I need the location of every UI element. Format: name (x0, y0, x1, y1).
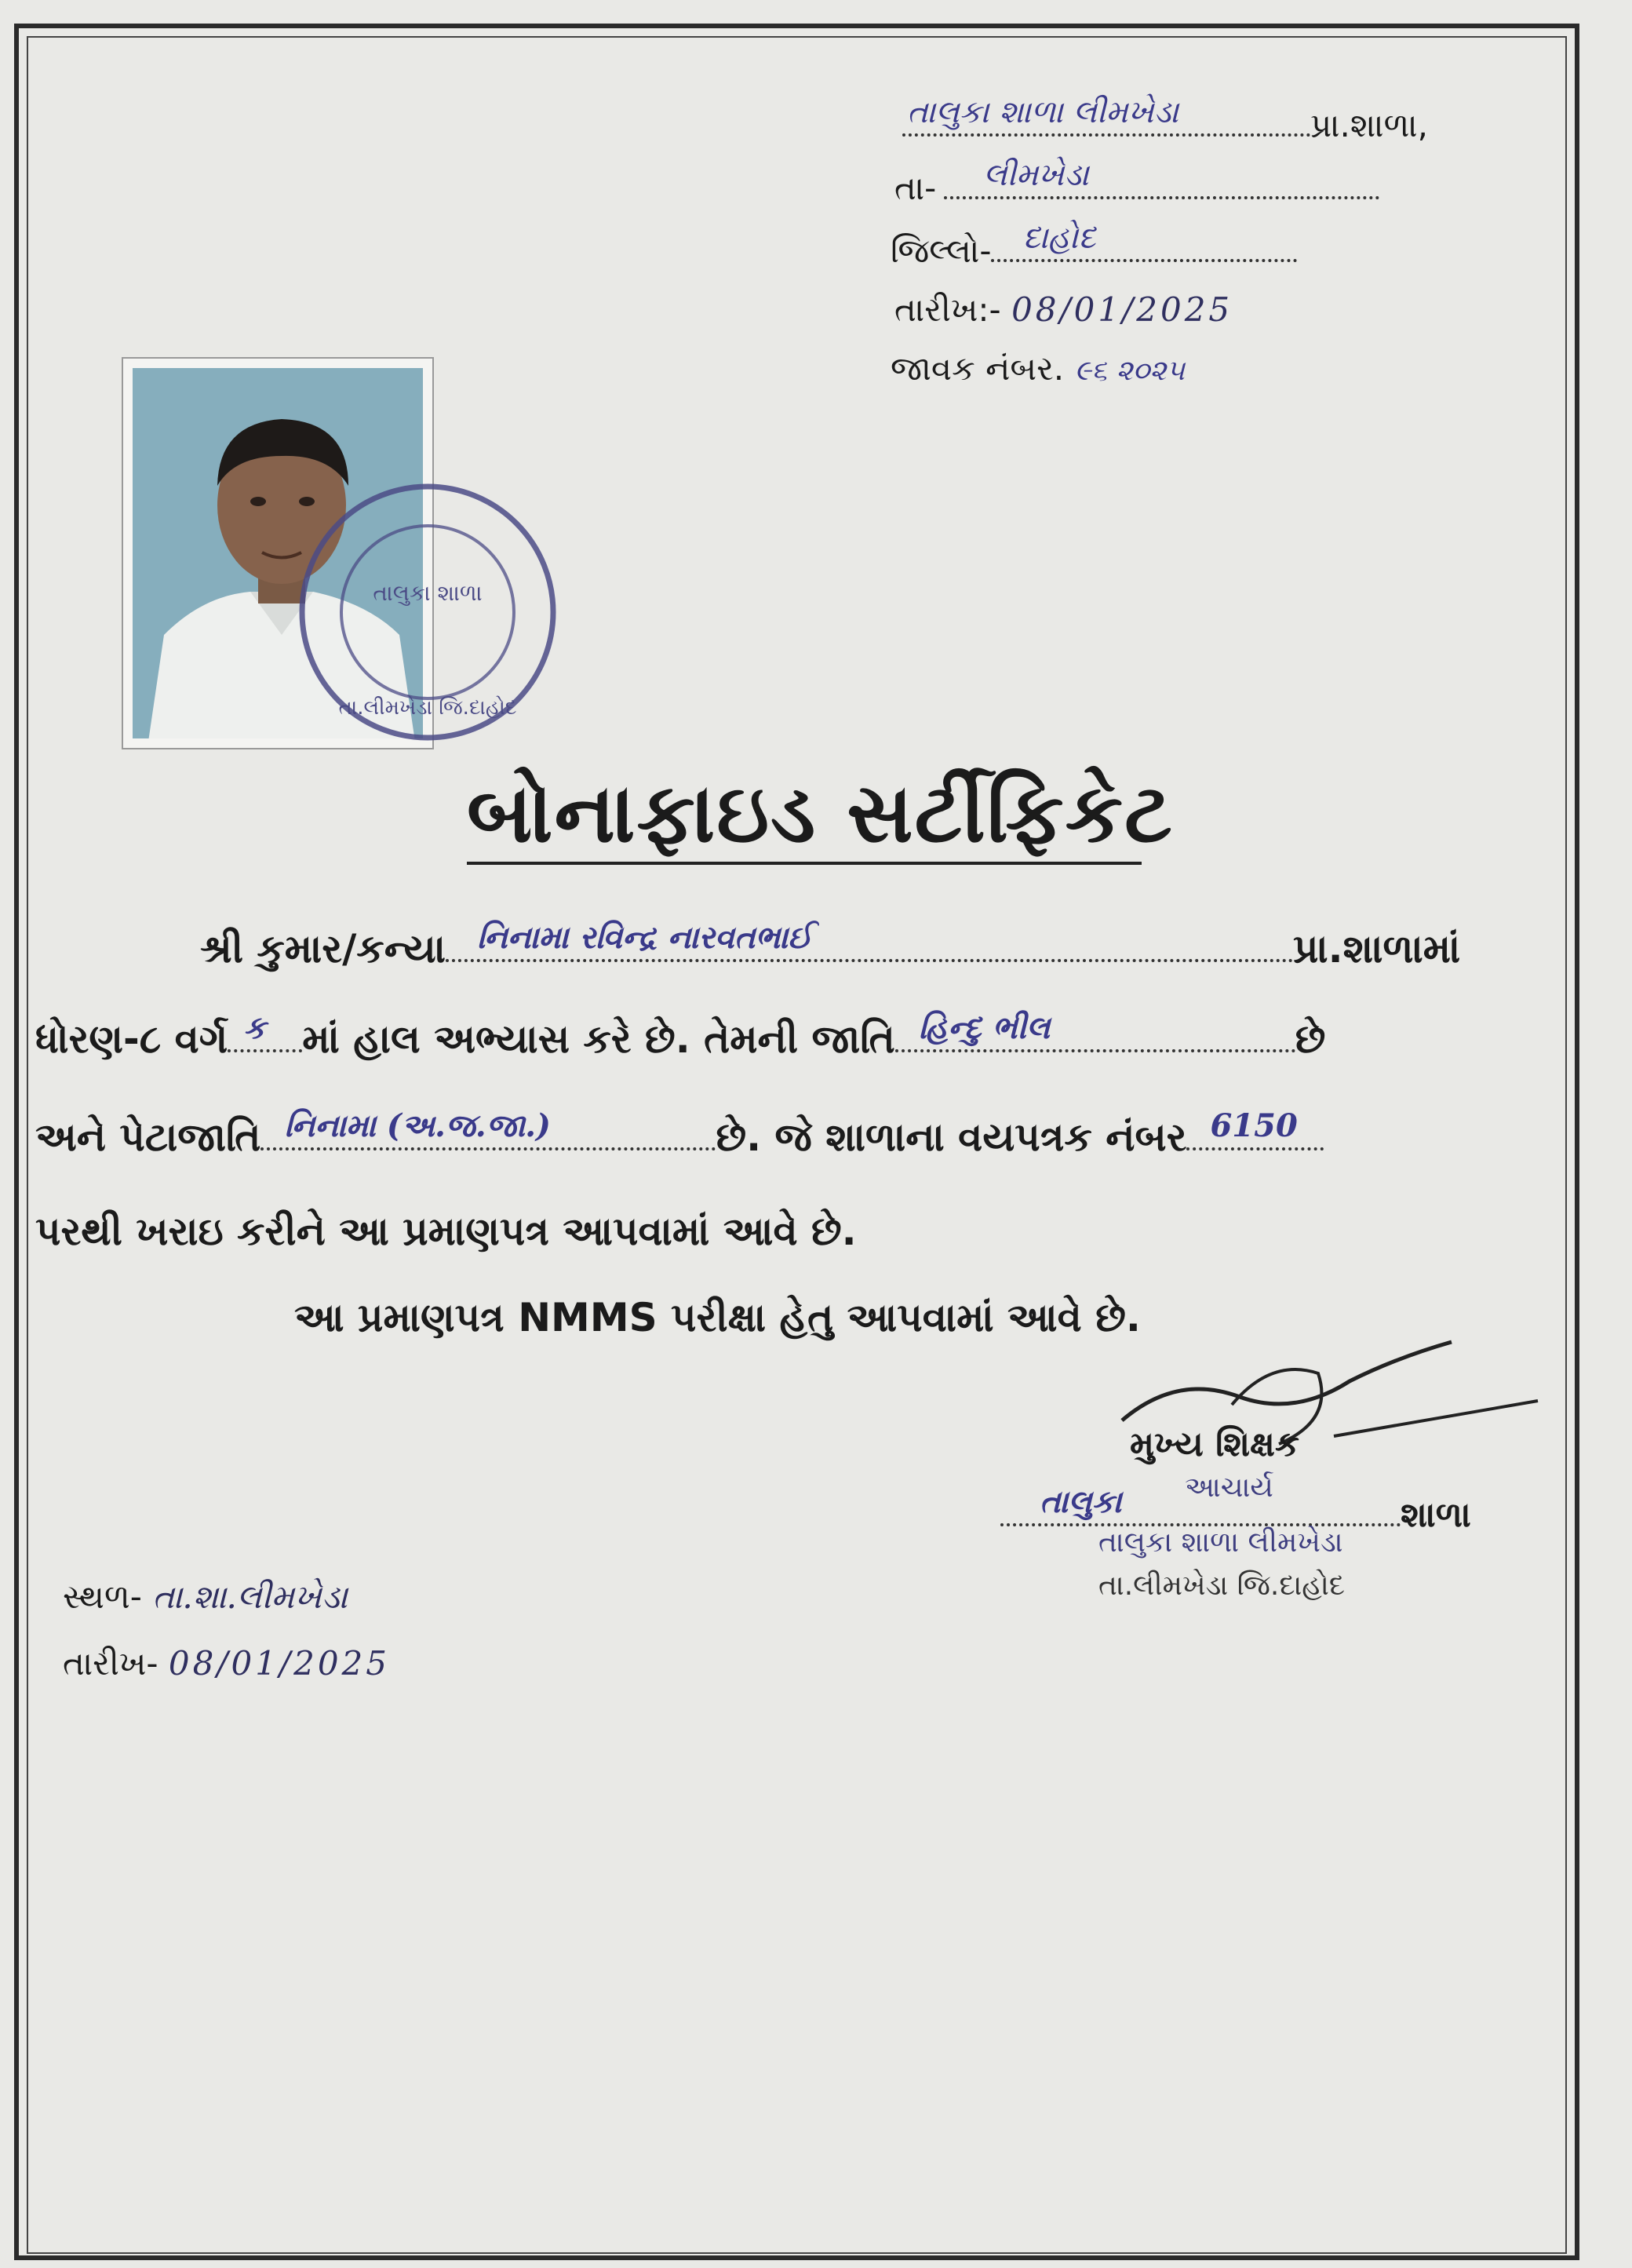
title-underline (467, 862, 1142, 865)
body-line-4: પરથી ખરાઇ કરીને આ પ્રમાણપત્ર આપવામાં આવે છે. (35, 1209, 857, 1254)
header-taluka-handwritten: લીમખેડા (983, 157, 1089, 193)
body-line2-suffix: છે (1295, 1016, 1326, 1062)
caste-handwritten: હિન્દુ ભીલ (918, 1009, 1051, 1046)
signature-school-handwritten: તાલુકા (1040, 1483, 1122, 1520)
header-outward-handwritten: ૯૬ ૨૦૨૫ (1074, 355, 1186, 387)
school-round-stamp (290, 479, 565, 746)
header-district-label: જિલ્લો- (891, 232, 992, 270)
class-handwritten: ક (243, 1009, 266, 1046)
footer-date-label: તારીખ- (63, 1644, 158, 1683)
body-line2-prefix: ધોરણ-૮ વર્ગ (35, 1016, 228, 1062)
footer-place-label: સ્થળ- (63, 1577, 142, 1616)
footer-place-handwritten: તા.શા.લીમખેડા (152, 1577, 348, 1616)
body-line2-middle: માં હાલ અભ્યાસ કરે છે. તેમની જાતિ (302, 1016, 895, 1062)
header-taluka-line (894, 157, 1379, 208)
body-line-1 (200, 919, 1461, 972)
footer-date-line (63, 1644, 390, 1683)
header-district-line (891, 220, 1297, 271)
subcaste-handwritten: નિનામા (અ.જ.જા.) (284, 1107, 551, 1144)
body-line3-middle: છે. જે શાળાના વયપત્રક નંબર (716, 1114, 1187, 1160)
certificate-title: બોનાફાઇડ સર્ટીફિકેટ (467, 765, 1174, 861)
signature-school-suffix: શાળા (1401, 1495, 1471, 1535)
signature-title: મુખ્ય શિક્ષક (1130, 1424, 1300, 1464)
body-line3-prefix: અને પેટાજાતિ (35, 1114, 261, 1160)
body-line-5: આ પ્રમાણપત્ર NMMS પરીક્ષા હેતુ આપવામાં આવે છે. (294, 1295, 1141, 1340)
body-line1-prefix: શ્રી કુમાર/કન્યા (200, 926, 446, 972)
header-school-handwritten: તાલુકા શાળા લીમખેડા (907, 94, 1179, 130)
body-line-2 (35, 1009, 1326, 1063)
principal-stamp-line2: તાલુકા શાળા લીમખેડા (1098, 1526, 1343, 1559)
principal-stamp-line3: તા.લીમખેડા જિ.દાહોદ (1098, 1570, 1345, 1602)
header-school-suffix: પ્રા.શાળા, (1310, 106, 1428, 144)
header-outward-label: જાવક નંબર. (891, 349, 1065, 388)
register-number-handwritten: 6150 (1210, 1107, 1298, 1144)
header-date-label: તારીખ:- (894, 290, 1001, 329)
body-line1-suffix: પ્રા.શાળામાં (1292, 926, 1461, 972)
header-date-handwritten: 08/01/2025 (1011, 290, 1233, 329)
footer-date-handwritten: 08/01/2025 (168, 1644, 390, 1683)
stamp-top-text: તાલુકા શાળા (373, 580, 483, 606)
footer-place-line (63, 1577, 348, 1617)
header-taluka-label: તા- (894, 169, 937, 207)
student-name-handwritten: નિનામા રવિન્દ્ર નારવતભાઈ (476, 919, 813, 956)
header-school-line (902, 94, 1428, 145)
header-outward-line (891, 349, 1185, 388)
header-date-line (894, 290, 1233, 330)
principal-stamp-line1: આચાર્ય (1185, 1471, 1273, 1504)
body-line-3 (35, 1107, 1324, 1161)
header-district-handwritten: દાહોદ (1022, 220, 1096, 256)
stamp-bottom-text: તા.લીમખેડા જિ.દાહોદ (338, 696, 517, 720)
